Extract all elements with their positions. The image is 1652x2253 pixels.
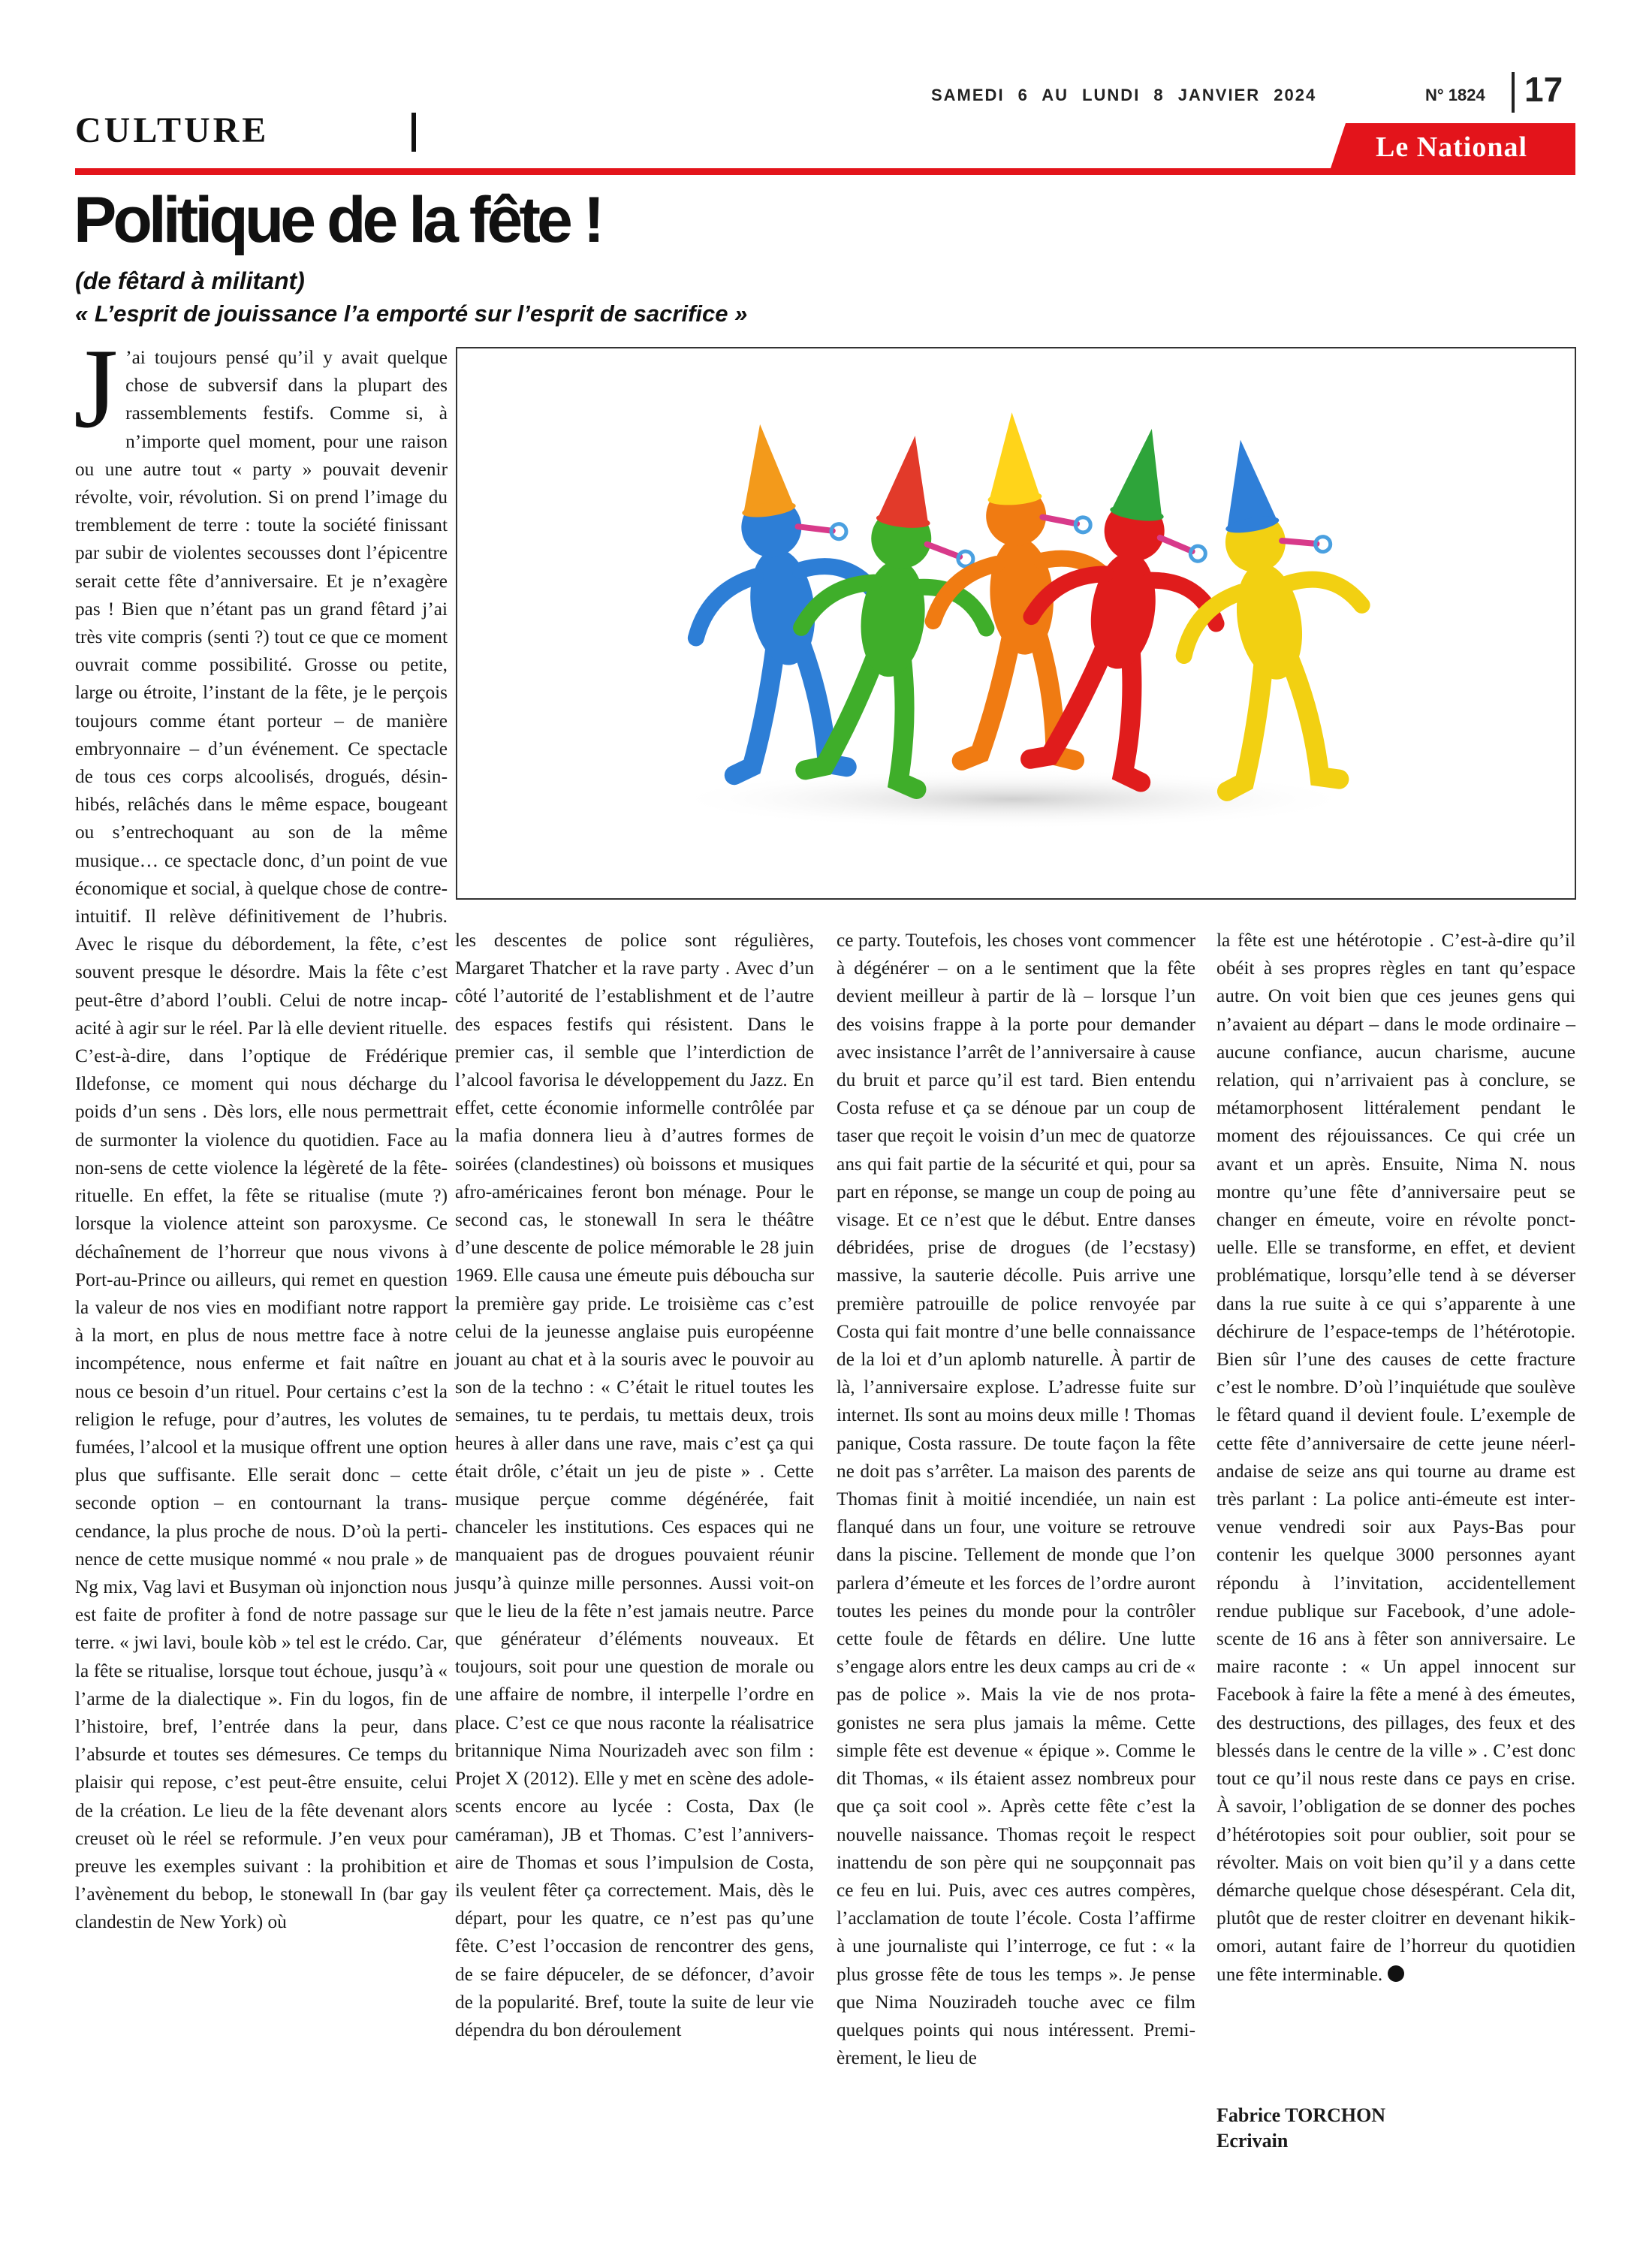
article-quote: « L’esprit de jouissance l’a emporté sur l’esprit de sacrifice » (75, 300, 748, 327)
author-signature (1216, 2103, 1385, 2154)
section-label: CULTURE (75, 110, 270, 150)
figure-leg (1114, 653, 1159, 783)
article-column-4 (1216, 927, 1575, 1989)
article-column-1 (74, 325, 448, 1937)
figure-leg (1206, 665, 1283, 792)
party-hat-icon (1111, 425, 1174, 518)
party-blower-curl (1189, 545, 1207, 562)
party-blower-icon (1042, 514, 1077, 526)
header-rule (75, 168, 1575, 175)
party-blower-icon (1282, 535, 1316, 550)
section-divider (411, 113, 416, 152)
brand-name: Le National (1376, 131, 1528, 163)
author-role: Ecrivain (1216, 2130, 1289, 2152)
issue-number: N° 1824 (1425, 86, 1485, 104)
figure-leg (1290, 655, 1340, 784)
issue-date: SAMEDI 6 AU LUNDI 8 JANVIER 2024 (931, 86, 1317, 104)
article-column-3 (837, 927, 1195, 2072)
figure-leg (718, 650, 791, 775)
drop-cap: J (74, 325, 119, 451)
party-hat-icon (878, 433, 938, 524)
party-figures-image (457, 348, 1575, 898)
end-of-article-icon (1388, 1965, 1404, 1982)
column-4-text: la fête est une hétérotopie . C’est-à-dire qu’il obéit à ses propres règles en tant qu’espace autre. On voit bien que ces jeunes gens qui n’avaient au départ – dans le mode ordinaire – aucune confiance, aucun charisme, aucune relation, qui n’arrivaient pas à conclure, se métamorphosent littéralement pendant le moment des réjouissances. Ce qui crée un avant et un après. Ensuite, Nima N. nous montre qu’une fête d’anniversaire peut se changer en émeute, voire en révolte ponctuelle. Elle se transforme, en effet, et devient problématique, lorsqu’elle tend à se déverser dans la rue suite à ce qui s’apparente à une déchirure de l’espace-temps de l’hétérotopie. Bien sûr l’une des causes de cette fracture c’est le nombre. D’où l’inquiétude que soulève le fêtard quand il devient foule. L’exemple de cette fête d’anniversaire de cette jeune néerlandaise de seize ans qui tourne au drame est très parlant : La police anti-émeute est intervenue vendredi soir aux Pays-Bas pour contenir les quelque 3000 personnes ayant répondu à l’invitation, accidentellement rendue publique sur Facebook, d’une adolescente de 16 ans à fêter son anniversaire. Le maire raconte : « Un appel innocent sur Facebook à faire la fête a mené à des émeutes, des destructions, des pillages, des feux et des blessés dans le centre de la ville » . C’est donc tout ce qu’il nous reste dans ce pays en crise. À savoir, l’obligation de se donner des poches d’hétérotopies soit pour oublier, soit pour se révolter. Mais on voit bien qu’il y a dans cette démarche quelque chose désespérant. Cela dit, plutôt que de rester cloitrer en devenant hikikomori, autant faire de l’horreur du quotidien une fête interminable. (1216, 930, 1575, 1985)
column-3-text: ce party. Toutefois, les choses vont commencer à dégénérer – on a le sentiment que la fête devient meilleur à partir de là – lorsque l’un des voisins frappe à la porte pour demander avec insistance l’arrêt de l’anniversaire à cause du bruit et parce qu’il est tard. Bien entendu Costa refuse et ça se dénoue par un coup de taser que reçoit le voisin d’un mec de quatorze ans qui fait partie de la sécurité et qui, pour sa part en réponse, se mange un coup de poing au visage. Et ce n’est que le début. Entre danses débridées, prise de drogues (de l’ecstasy) massive, la sauterie décolle. Puis arrive une première patrouille de police renvoyée par Costa qui fait montre d’une belle connaissance de la loi et d’un aplomb naturelle. À partir de là, l’anniversaire explose. L’adresse fuite sur internet. Ils sont au moins deux mille ! Thomas panique, Costa rassure. De toute façon la fête ne doit pas s’arrêter. La maison des parents de Thomas finit à moitié incendiée, un nain est flanqué dans un four, une voiture se retrouve dans la piscine. Tellement de monde que l’on parlera d’émeute et les forces de l’ordre auront toutes les peines du monde pour la contrôler cette foule de fêtards en délire. Une lutte s’engage alors entre les deux camps au cri de « pas de police ». Mais la vie de nos protagonistes ne sera plus jamais la même. Cette simple fête est devenue « épique ». Comme le dit Thomas, « ils étaient assez nombreux pour que ça soit cool ». Après cette fête c’est la nouvelle naissance. Thomas reçoit le respect inattendu de son père qui ne soupçonnait pas ce feu en lui. Puis, avec ces autres compères, l’acclamation de toute l’école. Costa l’affirme à une journaliste qui l’interroge, ce fut : « la plus grosse fête de tous les temps ». Je pense que Nima Nouziradeh touche avec ce film quelques points qui nous intéressent. Premièrement, le lieu de (837, 930, 1195, 2069)
header-divider (1512, 72, 1515, 113)
party-figure (668, 412, 899, 786)
party-blower-curl (831, 523, 848, 540)
article-column-2 (455, 927, 814, 2044)
column-2-text: les descentes de police sont régulières, Margaret Thatcher et la rave party . Avec d’un côté l’autorité de l’establishment et de l’autre des espaces festifs qui résistent. Dans le premier cas, il semble que l’interdiction de l’alcool favorisa le développement du Jazz. En effet, cette économie informelle contrôlée par la mafia donnera lieu à d’autres formes de soirées (clandestines) où boissons et musiques afro-américaines feront bon ménage. Pour le second cas, le stonewall In sera le théâtre d’une descente de police mémorable le 28 juin 1969. Elle causa une émeute puis déboucha sur la première gay pride. Le troisième cas c’est celui de la jeunesse anglaise puis européenne jouant au chat et à la souris avec le pouvoir au son de la techno : « C’était le rituel toutes les semaines, tu te perdais, tu mettais deux, trois heures à aller dans une rave, mais c’est ça qui était drôle, c’était un jeu de piste » . Cette musique perçue comme dégénérée, fait chanceler les institutions. Ces espaces qui ne manquaient pas de drogues pouvaient réunir jusqu’à quinze mille personnes. Aussi voit-on que le lieu de la fête n’est jamais neutre. Parce que générateur d’éléments nouveaux. Et toujours, soit pour une question de morale ou une affaire de nombre, il interpelle l’ordre en place. C’est ce que nous raconte la réalisatrice britannique Nima Nourizadeh avec son film : Projet X (2012). Elle y met en scène des adolescents encore au lycée : Costa, Dax (le caméraman), JB et Thomas. C’est l’anniversaire de Thomas et sous l’impulsion de Costa, ils veulent fêter ça correctement. Mais, dès le départ, pour les quatre, ce n’est pas qu’une fête. C’est l’occasion de rencontrer des gens, de se faire dépuceler, de se défoncer, d’avoir de la popularité. Bref, toute la suite de leur vie dépendra du bon déroulement (455, 930, 814, 2040)
party-hat-icon (984, 411, 1041, 501)
party-blower-icon (926, 544, 960, 557)
party-hat-icon (1212, 436, 1277, 530)
party-blower-icon (1159, 538, 1193, 551)
article-illustration (456, 347, 1576, 900)
party-blower-icon (798, 522, 833, 535)
party-hat-icon (731, 421, 794, 514)
author-name: Fabrice TORCHON (1216, 2104, 1386, 2126)
party-figure (919, 406, 1127, 770)
article-subtitle: (de fêtard à militant) (75, 267, 305, 294)
column-1-text: ’ai toujours pensé qu’il y avait quelque chose de subversif dans la plupart des rassemblements festifs. Comme si, à n’importe quel moment, pour une raison ou une autre tout « party » pouvait devenir révolte, voir, révolution. Si on prend l’image du tremblement de terre : toute la société finissant par subir de violentes secousses dont l’épicentre serait cette fête d’anniversaire. Et je n’exagère pas ! Bien que n’étant pas un grand fêtard j’ai très vite compris (senti ?) tout ce que ce moment ouvrait comme possibilité. Grosse ou petite, large ou étroite, l’instant de la fête, je le perçois toujours comme étant porteur – de manière embryonnaire – d’un événement. Ce spectacle de tous ces corps alcoolisés, drogués, désinhibés, relâchés dans le même espace, bougeant ou s’entrechoquant au son de la même musique… ce spectacle donc, d’un point de vue économique et social, à quelque chose de contre-intuitif. Il relève définitivement de l’hubris. Avec le risque du débordement, la fête, c’est souvent presque le désordre. Mais la fête c’est peut-être d’abord l’oubli. Celui de notre incapacité à agir sur le réel. Par là elle devient rituelle. C’est-à-dire, dans l’optique de Frédérique Ildefonse, ce moment qui nous décharge du poids d’un sens . Dès lors, elle nous permettrait de surmonter la violence du quotidien. Face au non-sens de cette violence la légèreté de la fête-rituelle. En effet, la fête se ritualise (mute ?) lorsque la violence atteint son paroxysme. Ce déchaînement de l’horreur que nous vivons à Port-au-Prince ou ailleurs, qui remet en question la valeur de nos vies en modifiant notre rapport à la mort, en plus de nous mettre face à notre incompétence, nous enferme et fait naître en nous ce besoin d’un rituel. Pour certains c’est la religion le refuge, pour d’autres, les volutes de fumées, l’alcool et la musique offrent une option plus que suffisante. Elle serait donc – cette seconde option – en contournant la transcendance, la plus proche de nous. D’où la pertinence de cette musique nommé « nou prale » de Ng mix, Vag lavi et Busyman où injonction nous est faite de profiter à fond de notre passage sur terre. « jwi lavi, boule kòb » tel est le crédo. Car, la fête se ritualise, lorsque tout échoue, jusqu’à « l’arme de la dialectique ». Fin du logos, fin de l’histoire, bref, l’entrée dans la peur, dans l’absurde et toutes ses démesures. Ce temps du plaisir qui repose, c’est peut-être ensuite, celui de la création. Le lieu de la fête devenant alors creuset où le réel se reformule. J’en veux pour preuve les exemples suivant : la prohibition et l’avènement du bebop, le stonewall In (bar gay clandestin de New York) où (75, 347, 448, 1933)
article-title: Politique de la fête ! (74, 184, 601, 256)
party-figure (1149, 424, 1391, 802)
party-blower-curl (1314, 535, 1331, 553)
page-number: 17 (1524, 70, 1563, 109)
figure-leg (954, 638, 1020, 761)
